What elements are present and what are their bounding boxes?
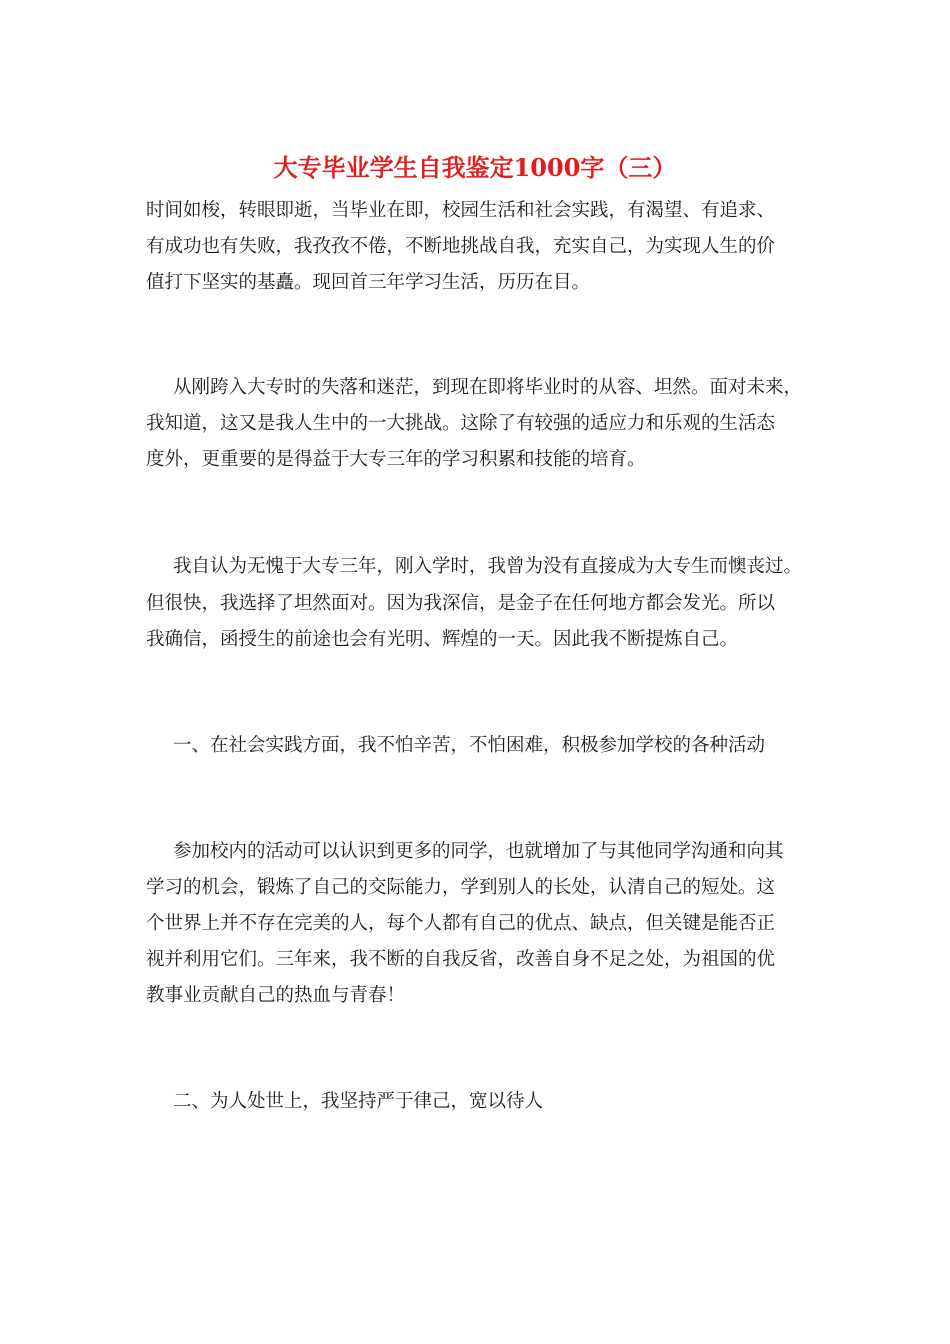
paragraph-3-line-1: 我自认为无愧于大专三年，刚入学时，我曾为没有直接成为大专生而懊丧过。 — [173, 556, 803, 577]
paragraph-5-line-3: 个世界上并不存在完美的人，每个人都有自己的优点、缺点，但关键是能否正 — [146, 913, 776, 934]
paragraph-1-line-1: 时间如梭，转眼即逝，当毕业在即，校园生活和社会实践，有渴望、有追求、 — [146, 200, 776, 221]
paragraph-3-line-2: 但很快，我选择了坦然面对。因为我深信，是金子在任何地方都会发光。所以 — [146, 593, 776, 614]
paragraph-2-line-2: 我知道，这又是我人生中的一大挑战。这除了有较强的适应力和乐观的生活态 — [146, 413, 776, 434]
paragraph-5-line-2: 学习的机会，锻炼了自己的交际能力，学到别人的长处，认清自己的短处。这 — [146, 877, 776, 898]
paragraph-5-line-5: 教事业贡献自己的热血与青春！ — [146, 985, 406, 1006]
paragraph-3-line-3: 我确信，函授生的前途也会有光明、辉煌的一天。因此我不断提炼自己。 — [146, 629, 739, 650]
paragraph-1-line-2: 有成功也有失败，我孜孜不倦，不断地挑战自我，充实自己，为实现人生的价 — [146, 236, 776, 257]
paragraph-1-line-3: 值打下坚实的基矗。现回首三年学习生活，历历在目。 — [146, 272, 591, 293]
section-heading-2: 二、为人处世上，我坚持严于律己，宽以待人 — [173, 1091, 544, 1112]
document-title: 大专毕业学生自我鉴定1000字（三） — [273, 153, 677, 182]
paragraph-2-line-3: 度外，更重要的是得益于大专三年的学习积累和技能的培育。 — [146, 449, 646, 470]
section-heading-1: 一、在社会实践方面，我不怕辛苦，不怕困难，积极参加学校的各种活动 — [173, 735, 766, 756]
paragraph-2-line-1: 从刚跨入大专时的失落和迷茫，到现在即将毕业时的从容、坦然。面对未来， — [173, 377, 803, 398]
paragraph-5-line-1: 参加校内的活动可以认识到更多的同学，也就增加了与其他同学沟通和向其 — [173, 841, 784, 862]
paragraph-5-line-4: 视并利用它们。三年来，我不断的自我反省，改善自身不足之处，为祖国的优 — [146, 949, 776, 970]
